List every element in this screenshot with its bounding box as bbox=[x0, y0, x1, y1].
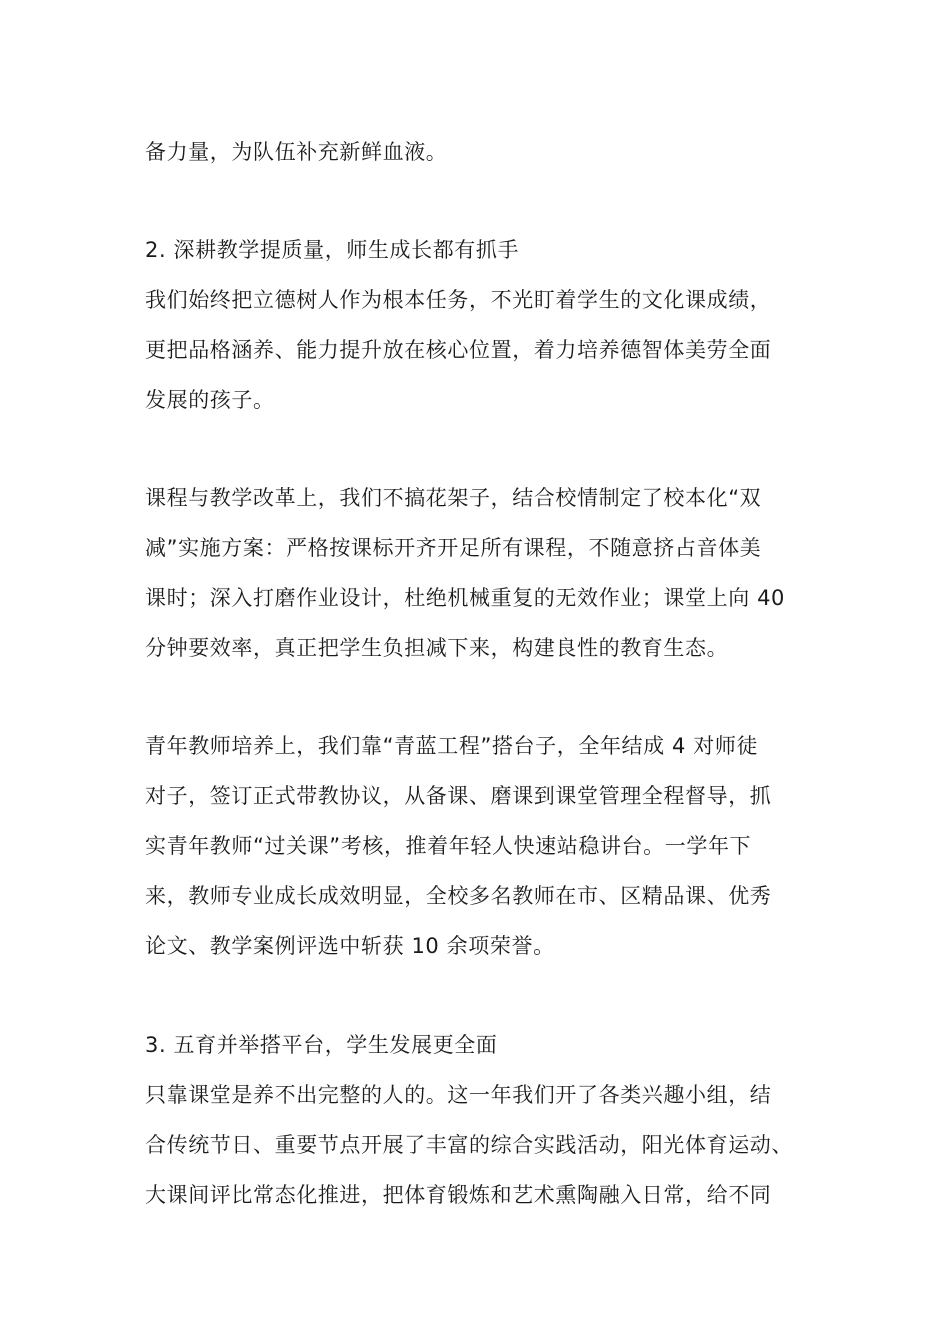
paragraph-line: 课时；深入打磨作业设计，杜绝机械重复的无效作业；课堂上向 40 bbox=[145, 586, 785, 610]
section-heading: 2. 深耕教学提质量，师生成长都有抓手 bbox=[145, 238, 520, 262]
paragraph-line: 发展的孩子。 bbox=[145, 388, 275, 412]
paragraph-line: 合传统节日、重要节点开展了丰富的综合实践活动，阳光体育运动、 bbox=[145, 1133, 793, 1157]
paragraph-line: 我们始终把立德树人作为根本任务，不光盯着学生的文化课成绩， bbox=[145, 288, 772, 312]
section-heading: 3. 五育并举搭平台，学生发展更全面 bbox=[145, 1033, 498, 1057]
paragraph-line: 青年教师培养上，我们靠“青蓝工程”搭台子，全年结成 4 对师徒 bbox=[145, 734, 759, 758]
paragraph-line: 分钟要效率，真正把学生负担减下来，构建良性的教育生态。 bbox=[145, 636, 729, 660]
paragraph-line: 来，教师专业成长成效明显，全校多名教师在市、区精品课、优秀 bbox=[145, 884, 772, 908]
paragraph-line: 备力量，为队伍补充新鲜血液。 bbox=[145, 140, 448, 164]
paragraph-line: 实青年教师“过关课”考核，推着年轻人快速站稳讲台。一学年下 bbox=[145, 834, 752, 858]
paragraph-line: 大课间评比常态化推进，把体育锻炼和艺术熏陶融入日常，给不同 bbox=[145, 1183, 772, 1207]
paragraph-line: 减”实施方案：严格按课标开齐开足所有课程，不随意挤占音体美 bbox=[145, 536, 762, 560]
paragraph-line: 更把品格涵养、能力提升放在核心位置，着力培养德智体美劳全面 bbox=[145, 338, 772, 362]
paragraph-line: 只靠课堂是养不出完整的人的。这一年我们开了各类兴趣小组，结 bbox=[145, 1083, 772, 1107]
paragraph-line: 对子，签订正式带教协议，从备课、磨课到课堂管理全程督导，抓 bbox=[145, 784, 772, 808]
paragraph-line: 课程与教学改革上，我们不搞花架子，结合校情制定了校本化“双 bbox=[145, 486, 762, 510]
paragraph-line: 论文、教学案例评选中斩获 10 余项荣誉。 bbox=[145, 934, 555, 958]
